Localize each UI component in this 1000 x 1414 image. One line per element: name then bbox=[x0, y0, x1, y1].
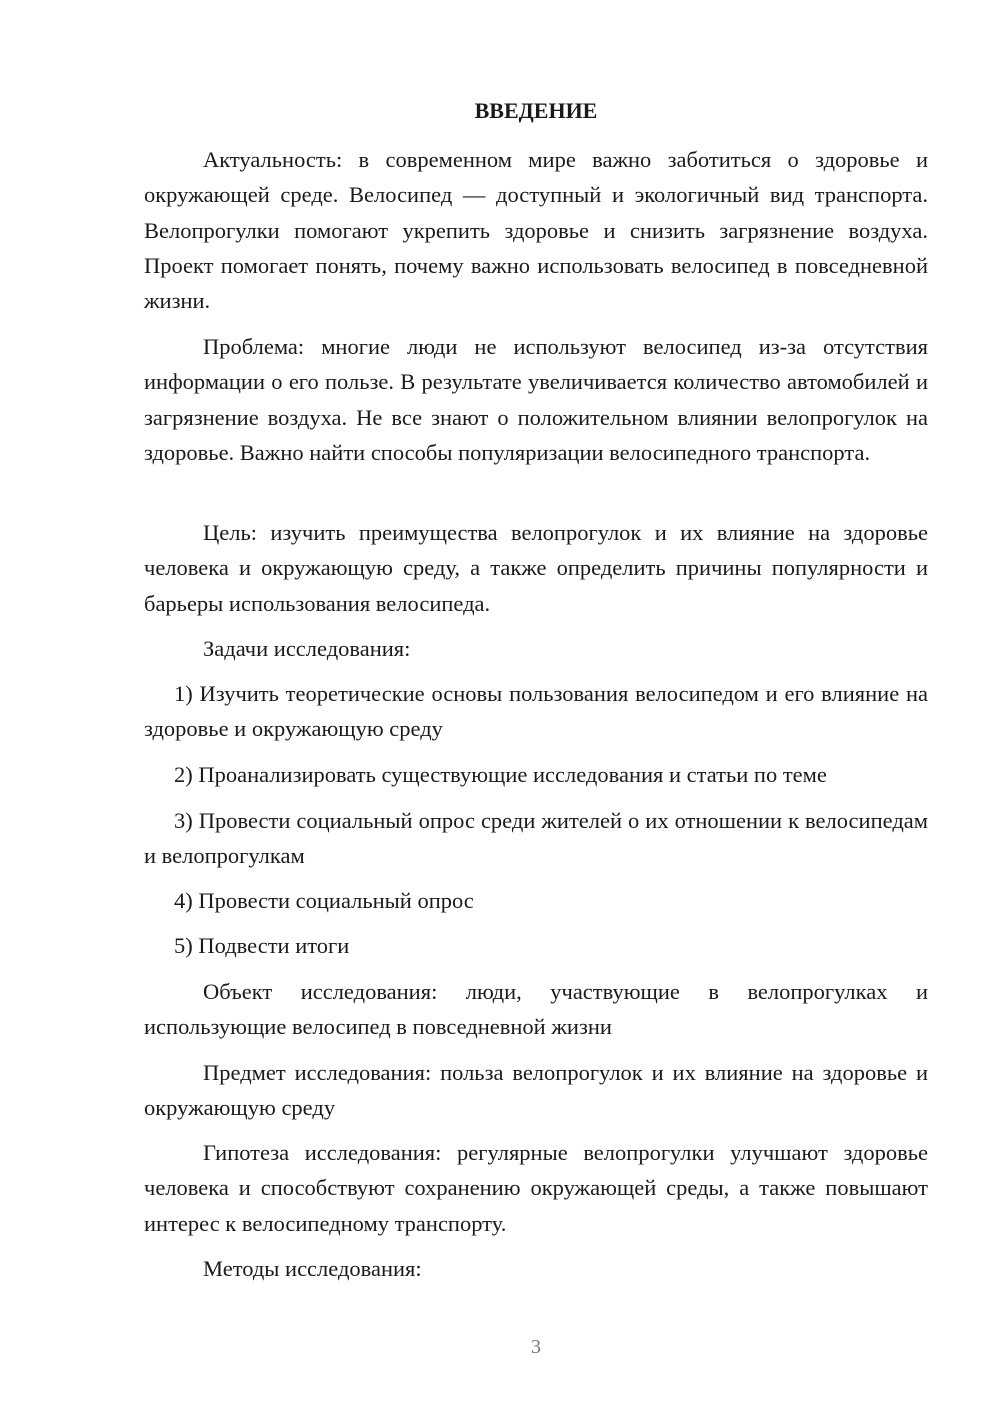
paragraph-subject: Предмет исследования: польза велопрогулок и их влияние на здоровье и окружающую среду bbox=[144, 1060, 928, 1121]
paragraph-goal: Цель: изучить преимущества велопрогулок и их влияние на здоровье человека и окружающую среду, а также определить причины популярности и барьеры использования велосипеда. bbox=[144, 520, 928, 616]
page-number: 3 bbox=[531, 1336, 541, 1358]
task-item-1: 1) Изучить теоретические основы пользования велосипедом и его влияние на здоровье и окружающую среду bbox=[144, 681, 928, 742]
task-item-5: 5) Подвести итоги bbox=[174, 933, 350, 958]
task-item-4: 4) Провести социальный опрос bbox=[174, 888, 474, 913]
tasks-heading: Задачи исследования: bbox=[203, 636, 411, 661]
methods-heading: Методы исследования: bbox=[203, 1256, 422, 1281]
paragraph-relevance: Актуальность: в современном мире важно заботиться о здоровье и окружающей среде. Велосипед — доступный и экологичный вид транспорта. Велопрогулки помогают укрепить здоровье и снизить загрязнение воздуха. Проект помогает понять, почему важно использовать велосипед в повседневной жизни. bbox=[144, 147, 928, 314]
paragraph-problem: Проблема: многие люди не используют велосипед из-за отсутствия информации о его пользе. В результате увеличивается количество автомобилей и загрязнение воздуха. Не все знают о положительном влиянии велопрогулок на здоровье. Важно найти способы популяризации велосипедного транспорта. bbox=[144, 334, 928, 465]
document-page bbox=[144, 0, 928, 1414]
task-item-2: 2) Проанализировать существующие исследования и статьи по теме bbox=[174, 762, 827, 787]
page-title: ВВЕДЕНИЕ bbox=[474, 98, 598, 123]
paragraph-hypothesis: Гипотеза исследования: регулярные велопрогулки улучшают здоровье человека и способствуют сохранению окружающей среды, а также повышают интерес к велосипедному транспорту. bbox=[144, 1140, 928, 1236]
paragraph-object: Объект исследования: люди, участвующие в велопрогулках и использующие велосипед в повседневной жизни bbox=[144, 979, 928, 1040]
task-item-3: 3) Провести социальный опрос среди жителей о их отношении к велосипедам и велопрогулкам bbox=[144, 808, 928, 869]
